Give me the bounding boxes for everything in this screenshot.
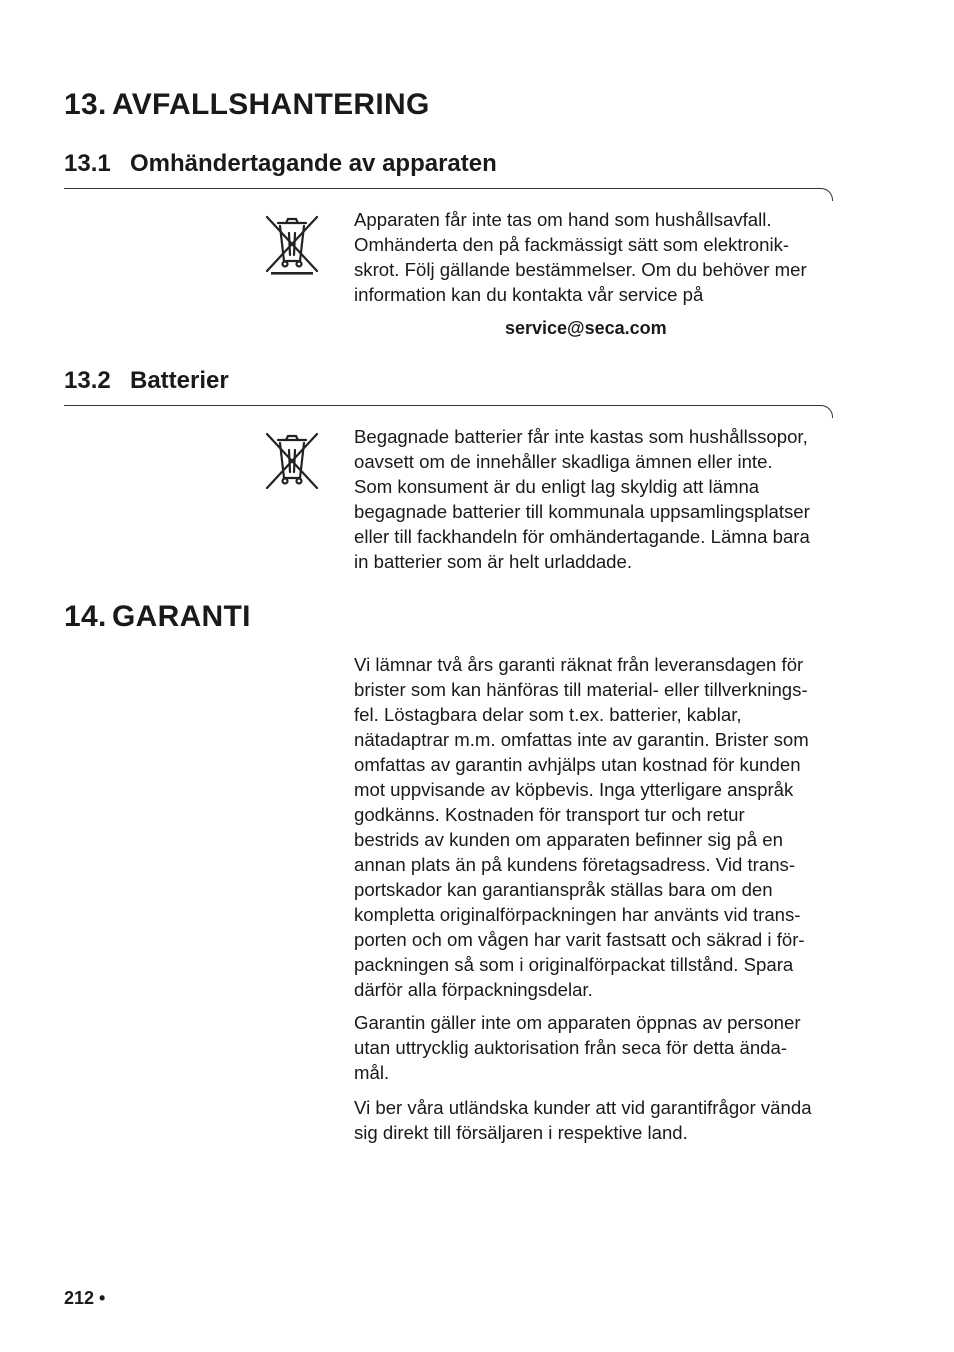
- section-13-heading: [64, 88, 430, 122]
- section-13-1-rule-end: [820, 188, 833, 201]
- text-line: begagnade batterier till kommunala uppsamlingsplatser: [354, 501, 810, 522]
- section-13-2-title: Batterier: [130, 367, 229, 394]
- text-line: skrot. Följ gällande bestämmelser. Om du behöver mer: [354, 259, 807, 280]
- text-line: därför alla förpackningsdelar.: [354, 979, 593, 1000]
- service-email: service@seca.com: [505, 318, 667, 338]
- section-13-1-title: Omhändertagande av apparaten: [130, 150, 497, 177]
- text-line: brister som kan hänföras till material- eller tillverknings-: [354, 679, 808, 700]
- text-line: in batterier som är helt urladdade.: [354, 551, 633, 572]
- text-line: mål.: [354, 1062, 390, 1083]
- section-14-title: GARANTI: [112, 600, 251, 633]
- text-line: Som konsument är du enligt lag skyldig att lämna: [354, 476, 760, 497]
- weee-crossed-bin-icon: [263, 430, 321, 497]
- text-line: bestrids av kunden om apparaten befinner sig på en: [354, 829, 783, 850]
- section-14-paragraph-2: [354, 1010, 844, 1085]
- text-line: sig direkt till försäljaren i respektive land.: [354, 1122, 688, 1143]
- section-13-number: 13.: [64, 88, 107, 121]
- text-line: kompletta originalförpackningen har använts vid trans-: [354, 904, 801, 925]
- section-14-number: 14.: [64, 600, 107, 633]
- text-line: godkänns. Kostnaden för transport tur och retur: [354, 804, 745, 825]
- text-line: annan plats än på kundens företagsadress. Vid trans-: [354, 854, 796, 875]
- text-line: Apparaten får inte tas om hand som hushållsavfall.: [354, 209, 772, 230]
- section-14-heading: [64, 600, 251, 634]
- text-line: Vi ber våra utländska kunder att vid garantifrågor vända: [354, 1097, 812, 1118]
- text-line: nätadaptrar m.m. omfattas inte av garantin. Brister som: [354, 729, 809, 750]
- text-line: Vi lämnar två års garanti räknat från leveransdagen för: [354, 654, 804, 675]
- text-line: portskador kan garantianspråk ställas bara om den: [354, 879, 773, 900]
- section-13-1-number: 13.1: [64, 150, 111, 177]
- text-line: packningen så som i originalförpackat tillstånd. Spara: [354, 954, 794, 975]
- section-13-2-heading: [64, 367, 229, 395]
- text-line: Begagnade batterier får inte kastas som hushållssopor,: [354, 426, 808, 447]
- section-13-1-heading: [64, 150, 497, 178]
- text-line: Omhänderta den på fackmässigt sätt som elektronik-: [354, 234, 790, 255]
- section-13-1-rule: [64, 188, 822, 189]
- section-14-paragraph-1: [354, 652, 844, 1002]
- section-13-2-number: 13.2: [64, 367, 111, 394]
- text-line: eller till fackhandeln för omhändertagande. Lämna bara: [354, 526, 810, 547]
- text-line: omfattas av garantin avhjälps utan kostnad för kunden: [354, 754, 801, 775]
- section-13-2-rule: [64, 405, 822, 406]
- page-number: 212 •: [64, 1288, 106, 1308]
- weee-crossed-bin-icon: [263, 213, 321, 280]
- section-13-1-text: [354, 207, 844, 307]
- text-line: fel. Löstagbara delar som t.ex. batterier, kablar,: [354, 704, 742, 725]
- text-line: porten och om vågen har varit fastsatt och säkrad i för-: [354, 929, 805, 950]
- text-line: mot uppvisande av köpbevis. Inga ytterligare anspråk: [354, 779, 794, 800]
- text-line: Garantin gäller inte om apparaten öppnas av personer: [354, 1012, 801, 1033]
- section-14-paragraph-3: [354, 1095, 844, 1145]
- text-line: information kan du kontakta vår service på: [354, 284, 704, 305]
- text-line: utan uttrycklig auktorisation från seca för detta ända-: [354, 1037, 788, 1058]
- section-13-title: AVFALLSHANTERING: [112, 88, 430, 121]
- text-line: oavsett om de innehåller skadliga ämnen eller inte.: [354, 451, 773, 472]
- section-13-2-rule-end: [820, 405, 833, 418]
- section-13-2-text: [354, 424, 844, 574]
